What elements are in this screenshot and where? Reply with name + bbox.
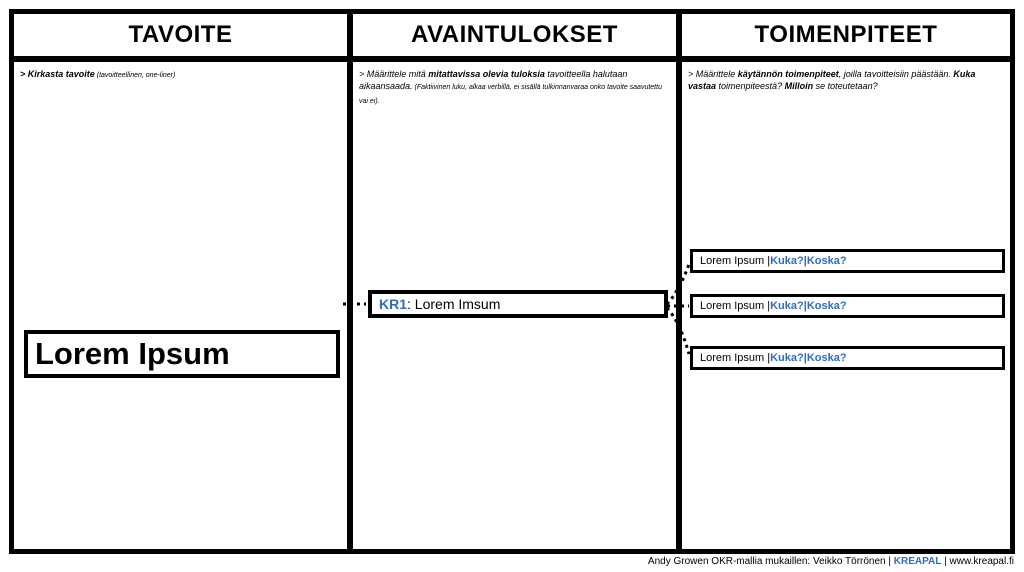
header-tavoite	[14, 14, 347, 56]
task-separator: |	[803, 352, 807, 364]
task-when: Koska?	[806, 352, 847, 364]
footer-credit-text: Andy Growen OKR-mallia mukaillen: Veikko Törrönen |	[647, 556, 894, 567]
column-avaintulokset	[353, 62, 676, 549]
key-result-label: KR1	[379, 296, 408, 312]
task-who: Kuka?	[770, 255, 804, 267]
task-when: Koska?	[806, 300, 847, 312]
task-text: Lorem Ipsum |	[700, 300, 771, 312]
task-text: Lorem Ipsum |	[700, 352, 771, 364]
task-box[interactable]	[690, 294, 1005, 318]
footer-brand[interactable]: KREAPAL	[893, 556, 942, 567]
task-who: Kuka?	[770, 300, 804, 312]
okr-board	[9, 9, 1015, 554]
header-toimenpiteet-label: TOIMENPITEET	[754, 21, 938, 48]
key-result-text: : Lorem Imsum	[407, 296, 501, 312]
task-when: Koska?	[806, 255, 847, 267]
header-avaintulokset	[353, 14, 676, 56]
column-tavoite	[14, 62, 347, 549]
column-toimenpiteet	[682, 62, 1010, 549]
footer-credit	[648, 556, 1014, 567]
key-result-box[interactable]	[368, 290, 668, 318]
footer-url[interactable]: | www.kreapal.fi	[941, 556, 1014, 567]
header-tavoite-label: TAVOITE	[128, 21, 233, 48]
tavoite-instructions: > Kirkasta tavoite (tavoitteellinen, one-liner)	[20, 69, 176, 79]
goal-text: Lorem Ipsum	[35, 336, 230, 371]
task-who: Kuka?	[770, 352, 804, 364]
avaintulokset-instructions: > Määrittele mitä mitattavissa olevia tuloksia tavoitteella halutaan aikaansaada. (Faktiivinen luku, alkaa verbillä, ei sisällä tulkinnanvaraa onko tavoite saavutettu vai ei).	[359, 69, 662, 105]
goal-box[interactable]	[24, 330, 340, 378]
task-box[interactable]	[690, 249, 1005, 273]
task-text: Lorem Ipsum |	[700, 255, 771, 267]
task-separator: |	[803, 255, 807, 267]
header-avaintulokset-label: AVAINTULOKSET	[411, 21, 618, 48]
toimenpiteet-instructions: > Määrittele käytännön toimenpiteet, joilla tavoitteisiin päästään. Kuka vastaa toimenpiteestä? Milloin se toteutetaan?	[688, 69, 976, 91]
task-box[interactable]	[690, 346, 1005, 370]
header-toimenpiteet	[682, 14, 1010, 56]
task-separator: |	[803, 300, 807, 312]
